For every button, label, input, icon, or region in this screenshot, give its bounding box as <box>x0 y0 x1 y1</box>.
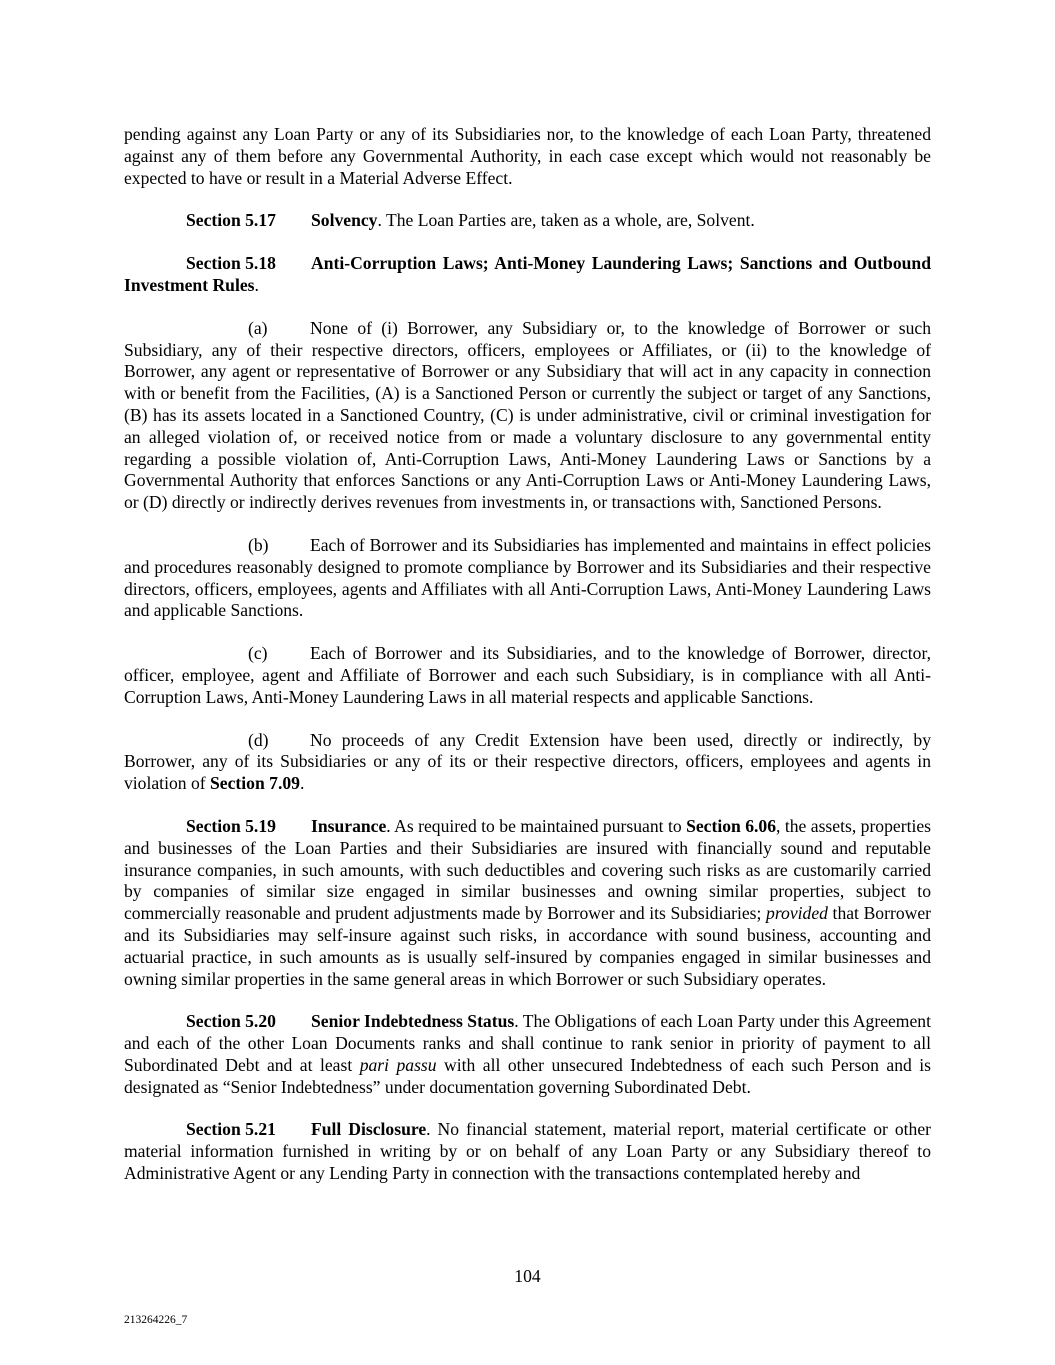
clause-label: (c) <box>248 643 268 664</box>
continuation-paragraph <box>124 124 931 189</box>
section-number: Section 5.17 <box>186 210 276 231</box>
clause-text: No proceeds of any Credit Extension have been used, directly or indirectly, by Borrower, any of its Subsidiaries or any of its or their respective directors, officers, employees and agents in violation of <box>124 729 931 794</box>
section-reference: Section 7.09 <box>210 773 300 794</box>
clause-text: None of (i) Borrower, any Subsidiary or, to the knowledge of Borrower or such Subsidiary, any of their respective directors, officers, employees or Affiliates, or (ii) to the knowledge of Borrower, any agent or representative of Borrower or any Subsidiary that will act in any capacity in connection with or benefit from the Facilities, (A) is a Sanctioned Person or currently the subject or target of any Sanctions, (B) has its assets located in a Sanctioned Country, (C) is under administrative, civil or criminal investigation for an alleged violation of, or received notice from or made a voluntary disclosure to any governmental entity regarding a possible violation of, Anti-Corruption Laws, Anti-Money Laundering Laws or Sanctions by a Governmental Authority that enforces Sanctions or any Anti-Corruption Laws or Anti-Money Laundering Laws, or (D) directly or indirectly derives revenues from investments in, or transactions with, Sanctioned Persons. <box>124 317 931 513</box>
section-text: , the assets, properties and businesses of the Loan Parties and their Subsidiaries are insured with financially sound and reputable insurance companies, in such amounts, with such deductibles and covering such risks as are customarily carried by companies of similar size engaged in similar businesses and owning similar properties, subject to commercially reasonable and prudent adjustments made by Borrower and its Subsidiaries; <box>124 815 931 924</box>
section-5-17 <box>124 210 931 232</box>
clause-b <box>124 535 931 622</box>
continuation-text: pending against any Loan Party or any of its Subsidiaries nor, to the knowledge of each Loan Party, threatened against any of them before any Governmental Authority, in each case except which would not reasonably be expected to have or result in a Material Adverse Effect. <box>124 124 931 188</box>
section-text: with all other unsecured Indebtedness of each such Person and is designated as “Senior Indebtedness” under documentation governing Subordinated Debt. <box>124 1054 932 1097</box>
section-title: Insurance <box>311 815 387 836</box>
section-title: Solvency <box>311 210 378 231</box>
section-5-18 <box>124 253 931 297</box>
document-id: 213264226_7 <box>124 1314 188 1326</box>
section-number: Section 5.20 <box>186 1011 276 1032</box>
section-5-19 <box>124 816 931 990</box>
clause-label: (a) <box>248 317 268 338</box>
page-number: 104 <box>514 1266 541 1286</box>
clause-label: (d) <box>248 729 269 750</box>
section-text: . As required to be maintained pursuant to <box>386 815 687 836</box>
section-text: . No financial statement, material report, material certificate or other material information furnished in writing by or on behalf of any Loan Party or any Subsidiary thereof to Administrative Agent or any Lending Party in connection with the transactions contemplated hereby and <box>124 1119 931 1184</box>
section-number: Section 5.21 <box>186 1119 276 1140</box>
clause-tail: . <box>299 773 305 794</box>
italic-term: pari passu <box>359 1054 437 1075</box>
clause-c <box>124 643 931 708</box>
section-reference: Section 6.06 <box>686 815 777 836</box>
clause-a <box>124 318 931 514</box>
clause-d <box>124 730 931 795</box>
document-body <box>124 124 931 1206</box>
clause-text: Each of Borrower and its Subsidiaries has implemented and maintains in effect policies and procedures reasonably designed to promote compliance by Borrower and its Subsidiaries and their respective directors, officers, employees, agents and Affiliates with all Anti-Corruption Laws, Anti-Money Laundering Laws and applicable Sanctions. <box>124 534 931 621</box>
section-text: that Borrower and its Subsidiaries may self-insure against such risks, in accordance with sound business, accounting and actuarial practice, in such amounts as is usually self-insured by companies engaged in similar businesses and owning similar properties in the same general areas in which Borrower or such Subsidiary operates. <box>124 903 931 989</box>
section-title: Full Disclosure <box>311 1119 427 1140</box>
section-title: Anti-Corruption Laws; Anti-Money Laundering Laws; Sanctions and Outbound Investment Rules <box>124 253 931 295</box>
section-title-tail: . <box>254 274 259 295</box>
section-text: . The Obligations of each Loan Party under this Agreement and each of the other Loan Documents ranks and shall continue to rank senior in priority of payment to all Subordinated Debt and at least <box>124 1011 931 1075</box>
clause-text: Each of Borrower and its Subsidiaries, and to the knowledge of Borrower, director, officer, employee, agent and Affiliate of Borrower and each such Subsidiary, is in compliance with all Anti-Corruption Laws, Anti-Money Laundering Laws in all material respects and applicable Sanctions. <box>124 643 931 707</box>
section-title: Senior Indebtedness Status <box>311 1011 515 1032</box>
section-number: Section 5.19 <box>186 815 276 836</box>
section-number: Section 5.18 <box>186 253 276 274</box>
section-text: . The Loan Parties are, taken as a whole, are, Solvent. <box>377 210 755 231</box>
section-5-21 <box>124 1119 931 1184</box>
section-5-20 <box>124 1011 931 1098</box>
clause-label: (b) <box>248 534 269 555</box>
italic-term: provided <box>766 903 828 924</box>
